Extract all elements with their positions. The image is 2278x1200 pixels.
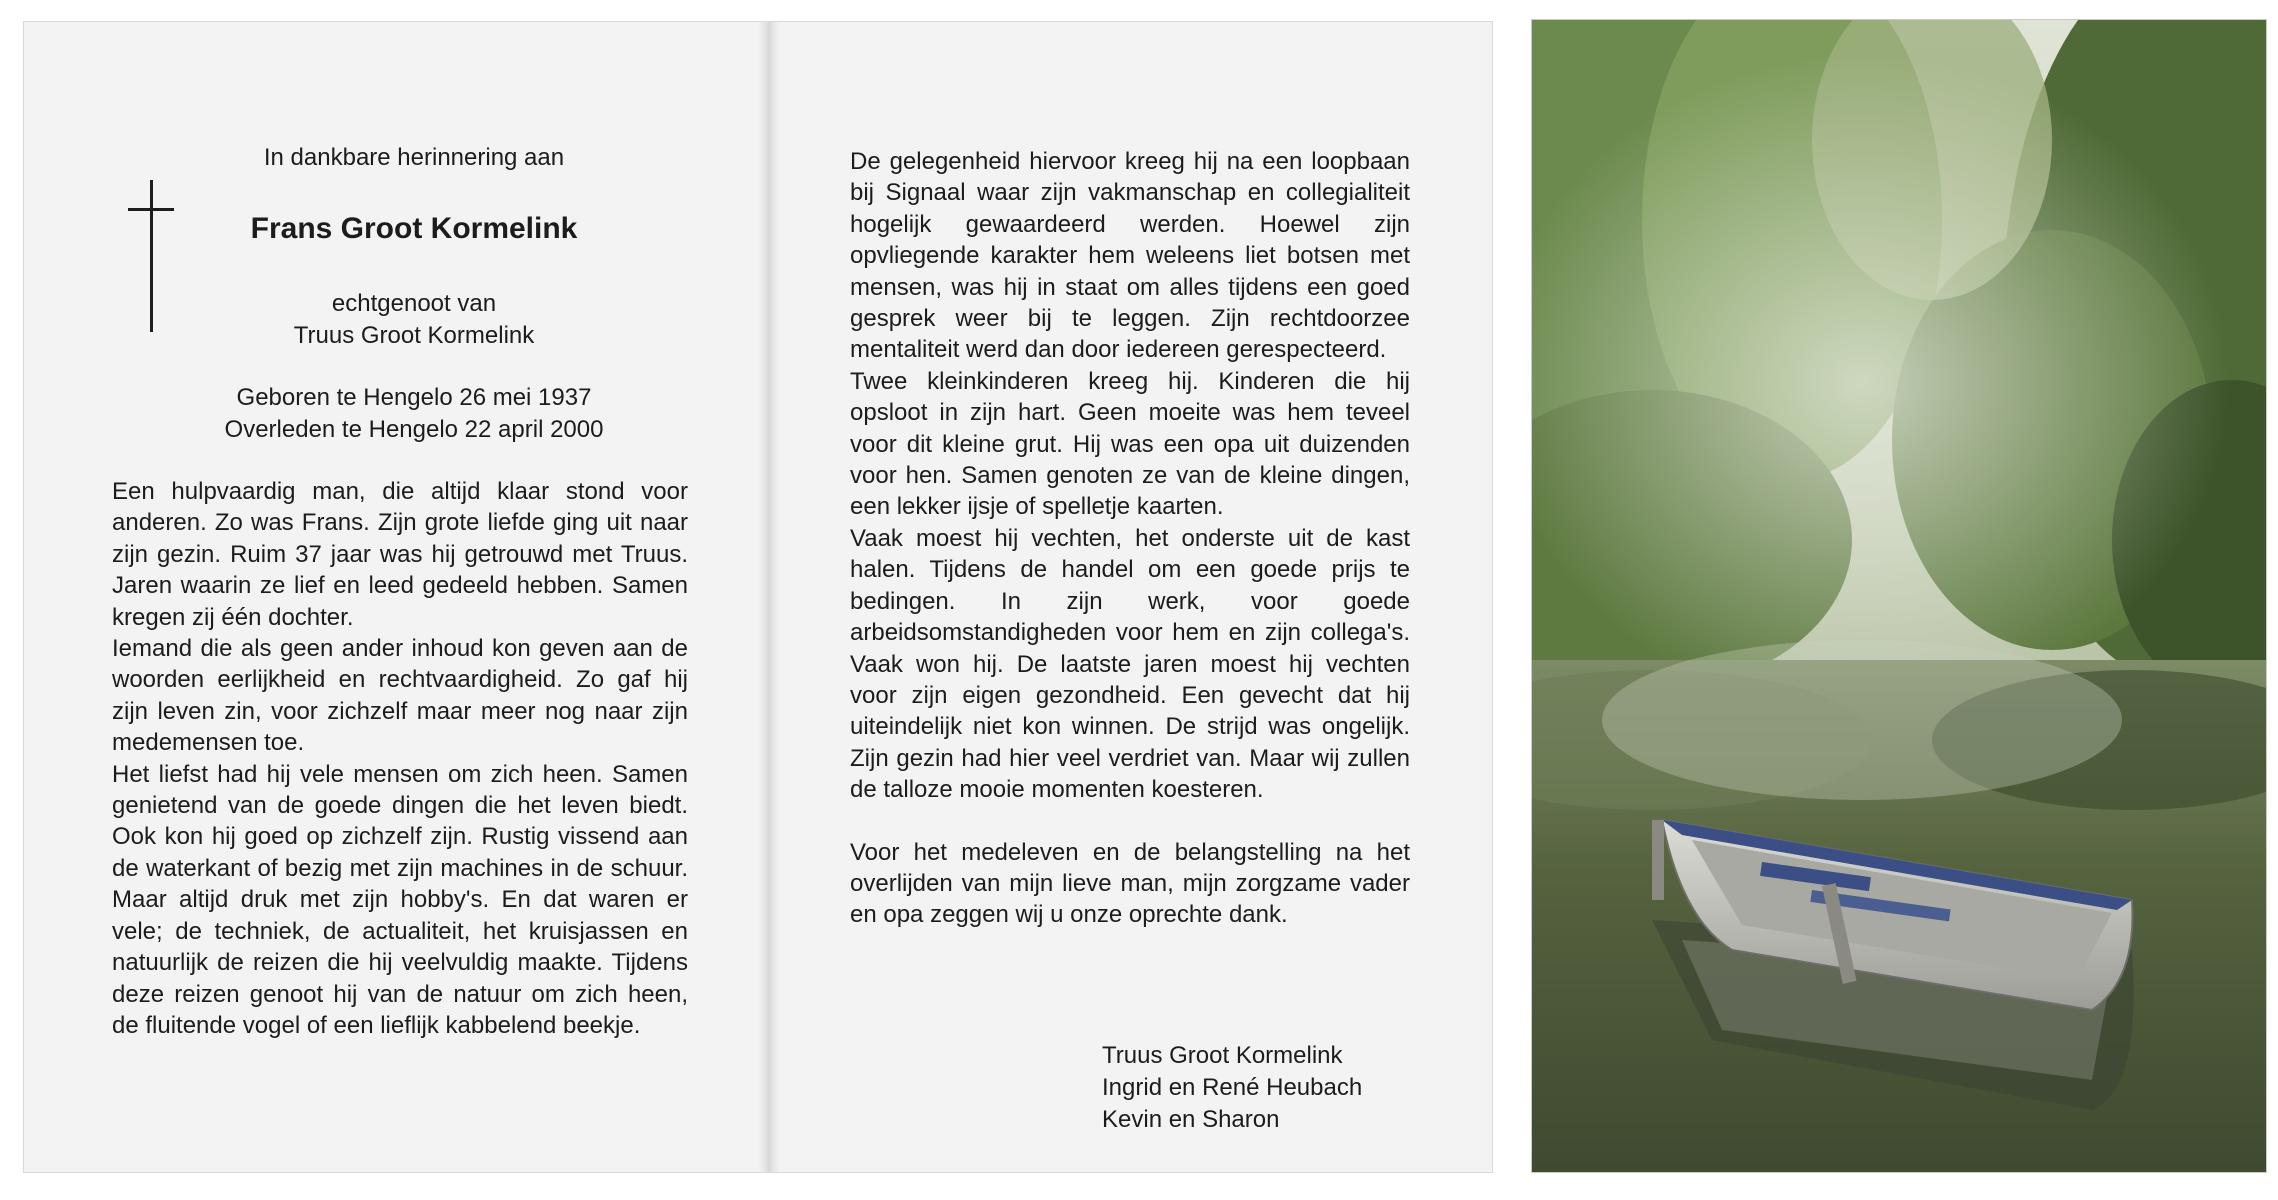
right-panel	[780, 22, 1492, 1172]
deceased-name: Frans Groot Kormelink	[250, 212, 578, 245]
memorial-card	[24, 22, 1492, 1172]
paragraph: Twee kleinkinderen kreeg hij. Kinderen die hij opsloot in zijn hart. Geen moeite was hem teveel voor dit kleine grut. Hij was een opa uit duizenden voor hen. Samen genoten ze van de kleine dingen, een lekker ijsje of spelletje kaarten.	[850, 367, 1410, 521]
signature-line: Kevin en Sharon	[1102, 1106, 1280, 1133]
paragraph: Iemand die als geen ander inhoud kon geven aan de woorden eerlijkheid en rechtvaardigheid. Zo gaf hij zijn leven zin, voor zichzelf maar meer nog naar zijn medemensen toe.	[112, 635, 688, 757]
paragraph: Vaak moest hij vechten, het onderste uit de kast halen. Tijdens de handel om een goede prijs te bedingen. In zijn werk, voor goede arbeidsomstandigheden voor hem en zijn collega's. Vaak won hij. De laatste jaren moest hij vechten voor zijn eigen gezondheid. Een gevecht dat hij uiteindelijk niet kon winnen. De strijd was ongelijk. Zijn gezin had hier veel verdriet van. Maar wij zullen de talloze mooie momenten koesteren.	[850, 524, 1410, 804]
intro-text: In dankbare herinnering aan	[263, 144, 565, 171]
birth-date: Geboren te Hengelo 26 mei 1937	[236, 384, 592, 411]
paragraph-gap	[850, 806, 1410, 837]
signature-block	[1102, 1040, 1362, 1136]
paragraph: Het liefst had hij vele mensen om zich heen. Samen genietend van de goede dingen die het leven biedt. Ook kon hij goed op zichzelf zijn. Rustig vissend aan de waterkant of bezig met zijn machines in de schuur. Maar altijd druk met zijn hobby's. En dat waren er vele; de techniek, de actualiteit, het kruisjassen en natuurlijk de reizen die hij veelvuldig maakte. Tijdens deze reizen genoot hij van de natuur om zich heen, de fluitende vogel of een lieflijk kabbelend beekje.	[112, 760, 688, 1039]
paragraph: De gelegenheid hiervoor kreeg hij na een loopbaan bij Signaal waar zijn vakmanschap en collegialiteit hogelijk gewaardeerd werden. Hoewel zijn opvliegende karakter hem weleens liet botsen met mensen, was hij in staat om alles tijdens een goed gesprek weer bij te leggen. Zijn rechtdoorzee mentaliteit werd dan door iedereen gerespecteerd.	[850, 148, 1410, 364]
death-date: Overleden te Hengelo 22 april 2000	[224, 416, 604, 443]
paragraph: Voor het medeleven en de belangstelling na het overlijden van mijn lieve man, mijn zorgzame vader en opa zeggen wij u onze oprechte dank.	[850, 838, 1410, 929]
spouse-block	[224, 288, 604, 352]
right-body-text	[850, 146, 1410, 931]
card-fold	[758, 22, 780, 1172]
rowboat-photo	[1532, 20, 2266, 1172]
paragraph: Een hulpvaardig man, die altijd klaar stond voor anderen. Zo was Frans. Zijn grote liefde ging uit naar zijn gezin. Ruim 37 jaar was hij getrouwd met Truus. Jaren waarin ze lief en leed gedeeld hebben. Samen kregen zij één dochter.	[112, 478, 688, 631]
spouse-label: echtgenoot van	[331, 290, 497, 317]
cross-icon	[150, 180, 153, 332]
life-dates	[164, 382, 664, 446]
rowboat-on-pond-image	[1532, 20, 2266, 1172]
signature-line: Ingrid en René Heubach	[1102, 1074, 1363, 1101]
cross-icon-bar	[128, 208, 174, 211]
left-body-text	[112, 476, 688, 1041]
left-panel	[24, 22, 758, 1172]
spouse-name: Truus Groot Kormelink	[293, 322, 535, 349]
signature-line: Truus Groot Kormelink	[1102, 1042, 1343, 1069]
